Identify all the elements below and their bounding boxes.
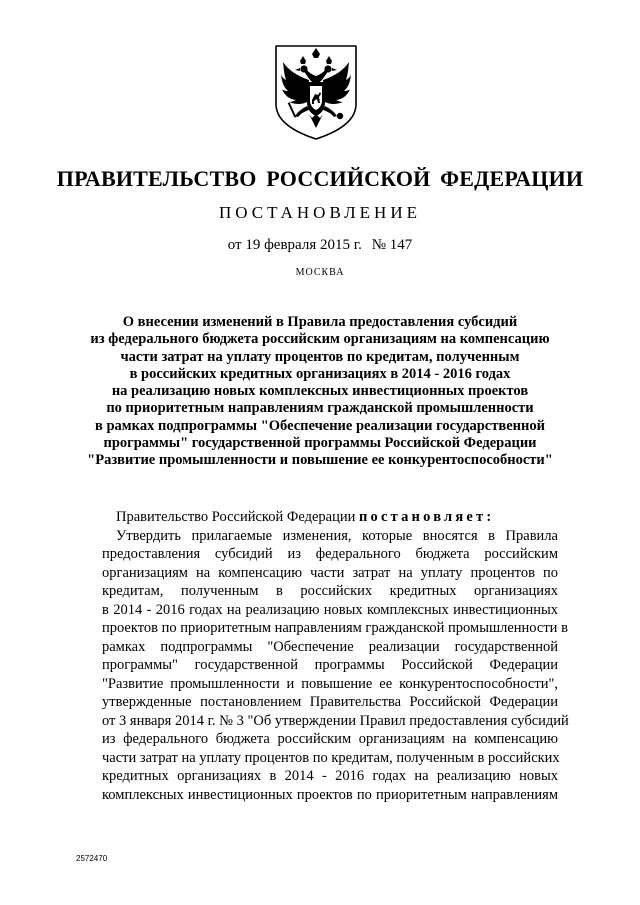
heading-line: "Развитие промышленности и повышение ее конкурентоспособности" — [87, 452, 553, 469]
government-title: ПРАВИТЕЛЬСТВО РОССИЙСКОЙ ФЕДЕРАЦИИ — [56, 166, 584, 191]
body-line: кредитных организациях в 2014 - 2016 годах на реализацию новых — [102, 768, 558, 784]
body-line: "Развитие промышленности и повышение ее конкурентоспособности", — [102, 675, 558, 692]
heading-line: на реализацию новых комплексных инвестиционных проектов — [111, 383, 529, 400]
document-number: № 147 — [371, 237, 413, 253]
heading-line: в рамках подпрограммы "Обеспечение реализации государственной — [95, 417, 545, 434]
coat-of-arms-emblem — [273, 44, 359, 141]
body-line: части затрат на уплату процентов по кредитам, полученным в российских — [102, 749, 560, 766]
document-body — [102, 508, 569, 804]
document-type: ПОСТАНОВЛЕНИЕ — [218, 203, 421, 222]
document-date: от 19 февраля 2015 г. — [227, 237, 362, 253]
body-line: из федерального бюджета российским организациям на компенсацию — [102, 731, 558, 747]
body-line: комплексных инвестиционных проектов по приоритетным направлениям — [102, 786, 558, 803]
body-line: утвержденные постановлением Правительства Российской Федерации — [102, 694, 558, 710]
body-line: программы" государственной программы Российской Федерации — [102, 657, 558, 673]
heading-line: программы" государственной программы Российской Федерации — [103, 435, 537, 452]
decree-word: постановляет: — [358, 509, 495, 525]
body-line: кредитам, полученным в российских кредитных организациях — [102, 583, 558, 599]
body-line: предоставления субсидий из федерального бюджета российским — [102, 546, 558, 562]
body-line: Утвердить прилагаемые изменения, которые вносятся в Правила — [116, 527, 558, 544]
heading-line: по приоритетным направлениям гражданской промышленности — [106, 400, 534, 417]
body-line: организациям на компенсацию части затрат на уплату процентов по — [102, 564, 558, 581]
heading-line: из федерального бюджета российским организациям на компенсацию — [90, 331, 550, 348]
intro-text: Правительство Российской Федерации — [116, 509, 359, 525]
body-line: проектов по приоритетным направлениям гражданской промышленности в — [102, 620, 568, 636]
body-line: в 2014 - 2016 годах на реализацию новых комплексных инвестиционных — [102, 601, 558, 618]
body-line: от 3 января 2014 г. № 3 "Об утверждении Правил предоставления субсидий — [102, 712, 569, 729]
document-code: 2572470 — [76, 854, 108, 863]
heading-line: О внесении изменений в Правила предоставления субсидий — [122, 314, 518, 330]
heading-line: в российских кредитных организациях в 2014 - 2016 годах — [129, 365, 511, 382]
heading-line: части затрат на уплату процентов по кредитам, полученным — [120, 348, 520, 365]
body-line: рамках подпрограммы "Обеспечение реализации государственной — [102, 638, 558, 655]
date-number-line — [0, 237, 640, 254]
intro-paragraph — [102, 508, 558, 527]
document-heading — [60, 314, 580, 470]
city-name: МОСКВА — [295, 267, 345, 278]
